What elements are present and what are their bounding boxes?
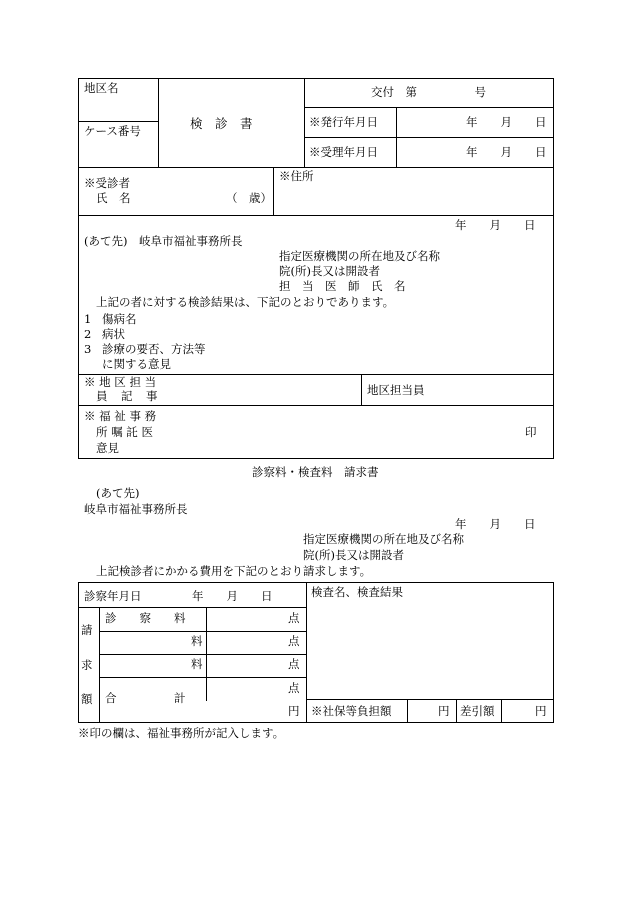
fee-row-value[interactable] xyxy=(208,633,284,653)
receipt-date-ymd: 年 月 日 xyxy=(466,145,547,159)
report-date: 年 月 日 xyxy=(455,218,536,232)
fee-row-unit: 点 xyxy=(288,634,300,648)
issue-date-field[interactable] xyxy=(397,108,552,136)
district-officer-field[interactable] xyxy=(430,376,551,404)
fee-row-name[interactable] xyxy=(101,656,187,676)
invoice-institution-label: 指定医療機関の所在地及び名称 xyxy=(303,532,464,546)
invoice-director-label: 院(所)長又は開設者 xyxy=(303,548,404,562)
patient-age-label: （ 歳） xyxy=(226,191,272,205)
issue-number-label: 交付 第 号 xyxy=(371,85,486,99)
welfare-doctor-opinion-field[interactable] xyxy=(160,407,520,456)
list-item-label: 傷病名 xyxy=(102,312,137,326)
institution-field[interactable] xyxy=(450,248,550,294)
welfare-doctor-opinion-label-cont2: 意見 xyxy=(96,441,119,455)
case-number-field[interactable] xyxy=(79,140,157,166)
list-item-label: 診療の要否、方法等 xyxy=(102,342,206,356)
district-officer-label: 地区担当員 xyxy=(367,383,425,397)
net-amount-field[interactable] xyxy=(503,701,533,721)
invoice-title: 診察料・検査料 請求書 xyxy=(252,465,379,479)
net-amount-unit: 円 xyxy=(535,704,547,718)
exam-items-field[interactable] xyxy=(308,602,551,697)
invoice-date: 年 月 日 xyxy=(455,517,536,531)
invoice-institution-field[interactable] xyxy=(475,532,550,564)
institution-label: 指定医療機関の所在地及び名称 xyxy=(279,249,440,263)
receipt-date-label: ※受理年月日 xyxy=(309,145,378,159)
area-name-field[interactable] xyxy=(79,96,157,120)
exam-date-ymd: 年 月 日 xyxy=(192,589,273,603)
issue-date-label: ※発行年月日 xyxy=(309,115,378,129)
claim-label-char: 求 xyxy=(81,658,93,672)
invoice-statement: 上記検診者にかかる費用を下記のとおり請求します。 xyxy=(96,564,372,578)
area-name-label: 地区名 xyxy=(84,81,119,95)
invoice-addressee: (あて先) xyxy=(96,486,140,500)
district-officer-note-label: ※ 地 区 担 当 xyxy=(84,375,157,389)
patient-label: ※受診者 xyxy=(84,176,130,190)
page-title: 検 診 書 xyxy=(190,116,253,131)
fee-total-label: 合 計 xyxy=(105,691,186,705)
fee-row-value[interactable] xyxy=(208,656,284,676)
seal-mark: 印 xyxy=(525,425,537,439)
diagnosis-field[interactable] xyxy=(160,310,550,372)
fee-row-value[interactable] xyxy=(208,609,284,629)
district-officer-note-field[interactable] xyxy=(160,376,360,404)
invoice-addressee-cont: 岐阜市福祉事務所長 xyxy=(84,502,188,516)
welfare-doctor-opinion-label: ※ 福 祉 事 務 xyxy=(84,409,157,423)
fee-row-name[interactable] xyxy=(101,633,187,653)
patient-age-field[interactable] xyxy=(232,188,252,210)
issue-number-field[interactable] xyxy=(420,80,470,106)
fee-row-label: 料 xyxy=(191,634,203,648)
exam-date-label: 診察年月日 xyxy=(84,589,142,603)
fee-row-label: 診 察 料 xyxy=(105,611,186,625)
insurance-label: ※社保等負担額 xyxy=(311,704,392,718)
list-item-number: 2 xyxy=(84,327,92,341)
case-number-label: ケース番号 xyxy=(84,124,141,138)
patient-name-label: 氏 名 xyxy=(96,191,131,205)
insurance-unit: 円 xyxy=(438,704,450,718)
list-item-label: 病状 xyxy=(102,327,125,341)
exam-date-field[interactable] xyxy=(150,584,304,606)
address-field[interactable] xyxy=(275,185,551,213)
list-item-label-cont: に関する意見 xyxy=(102,357,171,371)
claim-label-char: 額 xyxy=(81,692,93,706)
list-item-number: 1 xyxy=(84,312,92,326)
fee-row-unit: 点 xyxy=(288,657,300,671)
doctor-label: 担 当 医 師 氏 名 xyxy=(279,279,406,293)
address-label: ※住所 xyxy=(279,169,314,183)
exam-items-label: 検査名、検査結果 xyxy=(311,585,403,599)
issue-date-ymd: 年 月 日 xyxy=(466,115,547,129)
welfare-doctor-opinion-label-cont: 所 嘱 託 医 xyxy=(96,425,153,439)
addressee: (あて先) 岐阜市福祉事務所長 xyxy=(84,234,243,248)
net-amount-label: 差引額 xyxy=(460,704,495,718)
insurance-field[interactable] xyxy=(408,701,436,721)
footnote: ※印の欄は、福祉事務所が記入します。 xyxy=(78,726,285,740)
patient-name-field[interactable] xyxy=(140,188,220,210)
yen-unit: 円 xyxy=(288,704,300,718)
claim-label-char: 請 xyxy=(81,623,93,637)
director-label: 院(所)長又は開設者 xyxy=(279,264,380,278)
fee-row-unit: 点 xyxy=(288,611,300,625)
receipt-date-field[interactable] xyxy=(397,138,552,166)
district-officer-note-label-cont: 員 記 事 xyxy=(96,389,159,403)
list-item-number: 3 xyxy=(84,342,92,356)
fee-row-unit: 点 xyxy=(288,681,300,695)
fee-row-label: 料 xyxy=(191,657,203,671)
statement: 上記の者に対する検診結果は、下記のとおりであります。 xyxy=(96,295,395,309)
fee-total-value[interactable] xyxy=(208,679,284,720)
